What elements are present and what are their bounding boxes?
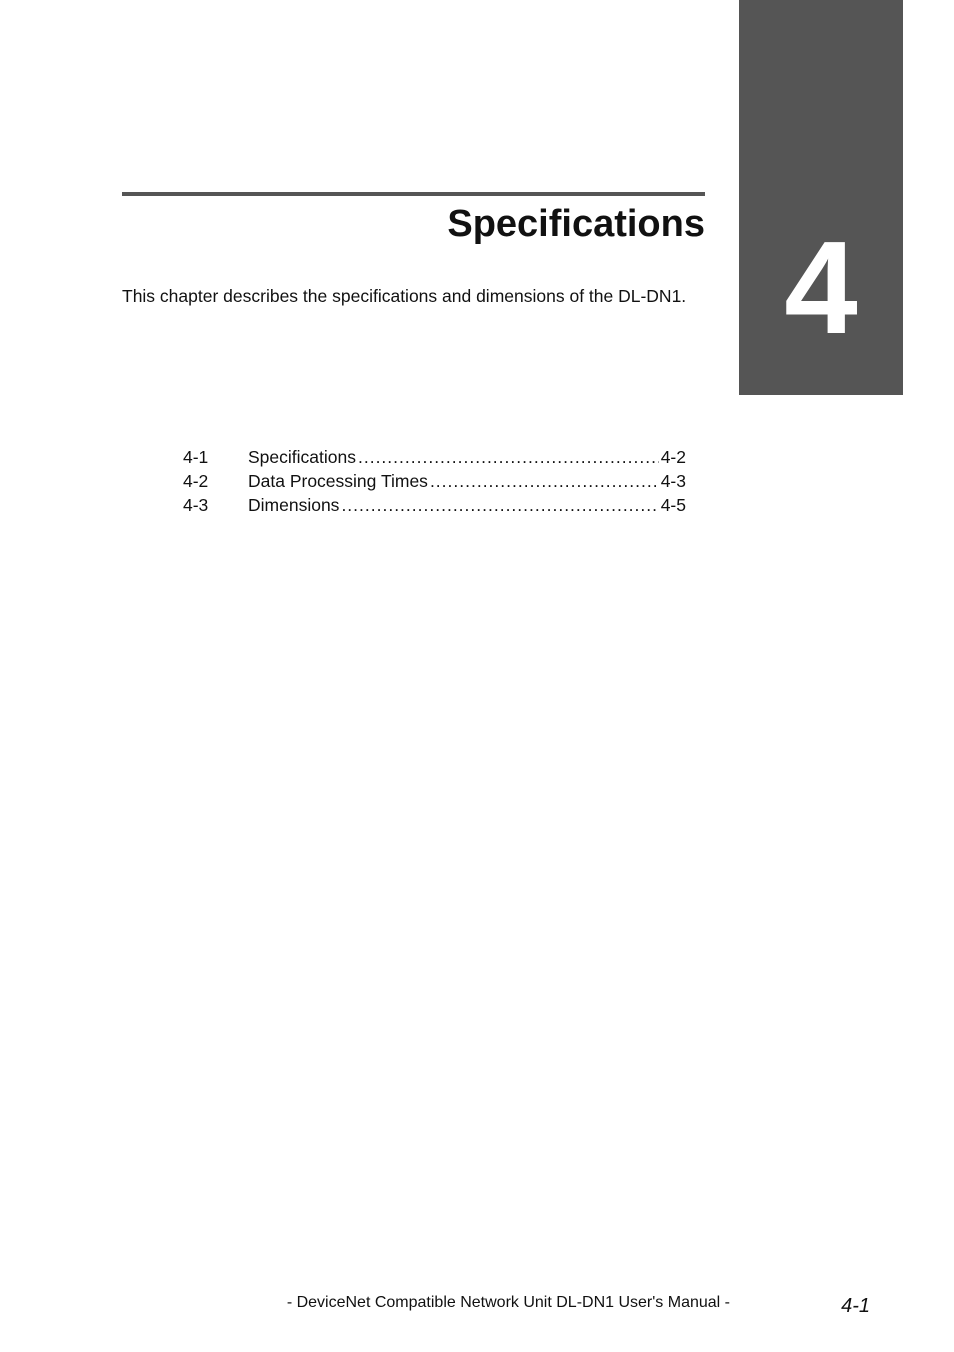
chapter-intro: This chapter describes the specifications and dimensions of the DL-DN1.	[122, 286, 687, 306]
toc-entry[interactable]	[183, 445, 686, 469]
toc-entry-title: Data Processing Times	[248, 471, 428, 491]
page-title: Specifications	[447, 203, 705, 245]
toc-entry-page: 4-5	[660, 495, 686, 515]
toc-entry-page: 4-3	[660, 471, 686, 491]
toc-entry[interactable]	[183, 469, 686, 493]
toc-entry-title: Specifications	[248, 447, 356, 467]
toc-entry[interactable]	[183, 493, 686, 517]
toc-entry-number: 4-2	[183, 471, 209, 491]
toc-dot-leader	[341, 493, 658, 517]
footer-manual-title: - DeviceNet Compatible Network Unit DL-DN1 User's Manual -	[286, 1294, 730, 1311]
chapter-tab	[739, 0, 903, 395]
toc-entry-page: 4-2	[660, 447, 686, 467]
toc-entry-title: Dimensions	[248, 495, 340, 515]
chapter-number: 4	[784, 214, 858, 361]
footer-page-number: 4-1	[841, 1295, 870, 1317]
toc-entry-number: 4-1	[183, 447, 209, 467]
table-of-contents	[183, 445, 686, 517]
title-rule	[122, 192, 705, 196]
toc-dot-leader	[358, 445, 659, 469]
toc-entry-number: 4-3	[183, 495, 209, 515]
toc-dot-leader	[430, 469, 659, 493]
